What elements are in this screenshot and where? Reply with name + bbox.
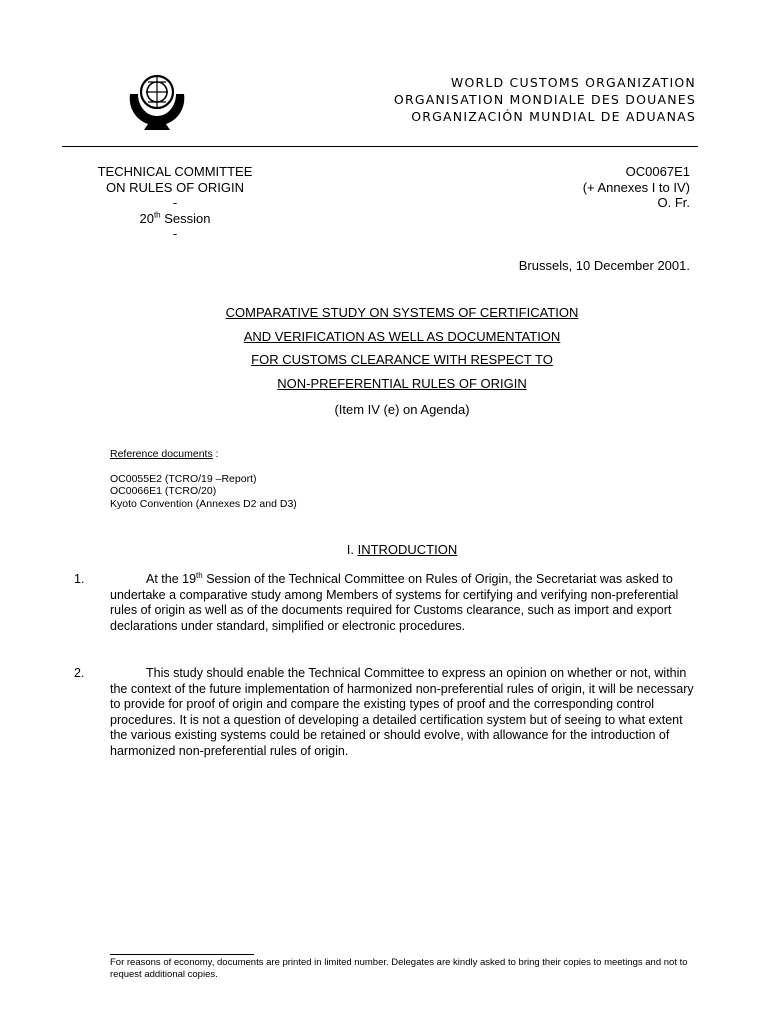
title-line: NON-PREFERENTIAL RULES OF ORIGIN xyxy=(277,375,527,391)
section-heading: I. INTRODUCTION xyxy=(346,542,458,557)
reference-item: OC0066E1 (TCRO/20) xyxy=(110,485,217,497)
document-reference xyxy=(583,164,690,211)
committee-line-1: TECHNICAL COMMITTEE xyxy=(97,164,253,179)
title-line: FOR CUSTOMS CLEARANCE WITH RESPECT TO xyxy=(251,352,553,367)
committee-dash-2: - xyxy=(172,226,178,241)
committee-block xyxy=(80,164,270,242)
reference-item: Kyoto Convention (Annexes D2 and D3) xyxy=(110,497,297,510)
session-word: Session xyxy=(164,210,211,226)
session-line xyxy=(80,211,270,227)
paragraph-number: 1. xyxy=(74,572,85,586)
document-code: OC0067E1 xyxy=(625,164,690,179)
committee-dash-1: - xyxy=(172,195,178,210)
paragraph-2 xyxy=(74,666,700,759)
footnote: For reasons of economy, documents are printed in limited number. Delegates are kindly asked to bring their copies to meetings and not to request additional copies. xyxy=(110,957,688,980)
document-title xyxy=(100,301,704,395)
agenda-item: (Item IV (e) on Agenda) xyxy=(334,402,470,417)
session-number: 20 xyxy=(139,210,154,226)
paragraph-number: 2. xyxy=(74,666,85,680)
document-annexes: (+ Annexes I to IV) xyxy=(582,179,690,195)
title-line: COMPARATIVE STUDY ON SYSTEMS OF CERTIFICATION xyxy=(225,305,579,320)
paragraph-text: This study should enable the Technical Committee to express an opinion on whether or not, within the context of the future implementation of harmonized non-preferential rules of origin, it will be necessary to provide for proof of origin and compare the existing types of proof and the corresponding control procedures. It is not a question of developing a detailed certification system but of seeing to what extent the various existing systems could be retained or should evolve, with allowance for the introduction of harmonized non-preferential rules of origin. xyxy=(110,666,694,758)
footnote-divider xyxy=(110,954,254,955)
reference-documents xyxy=(110,448,297,510)
document-language: O. Fr. xyxy=(657,195,690,210)
header-divider xyxy=(62,146,698,147)
org-name-es: ORGANIZACIÓN MUNDIAL DE ADUANAS xyxy=(411,109,696,124)
reference-heading: Reference documents : xyxy=(110,448,219,460)
paragraph-1 xyxy=(74,572,700,634)
session-ordinal: th xyxy=(153,210,161,220)
document-date: Brussels, 10 December 2001. xyxy=(518,258,690,273)
organization-names xyxy=(394,74,696,125)
org-name-en: WORLD CUSTOMS ORGANIZATION xyxy=(450,75,696,90)
title-line: AND VERIFICATION AS WELL AS DOCUMENTATION xyxy=(243,328,561,344)
reference-label: Reference documents xyxy=(110,448,213,460)
paragraph-text: At the 19th Session of the Technical Committee on Rules of Origin, the Secretariat was asked to undertake a comparative study among Members of systems for certifying and verifying non-preferential rules of origin as well as of the documents required for Customs clearance, such as import and export declarations under standard, simplified or electronic procedures. xyxy=(110,570,679,633)
org-name-fr: ORGANISATION MONDIALE DES DOUANES xyxy=(393,92,696,107)
reference-item: OC0055E2 (TCRO/19 –Report) xyxy=(110,472,257,485)
committee-line-2: ON RULES OF ORIGIN xyxy=(106,179,244,195)
wco-logo xyxy=(124,68,190,134)
section-title: INTRODUCTION xyxy=(357,542,458,557)
